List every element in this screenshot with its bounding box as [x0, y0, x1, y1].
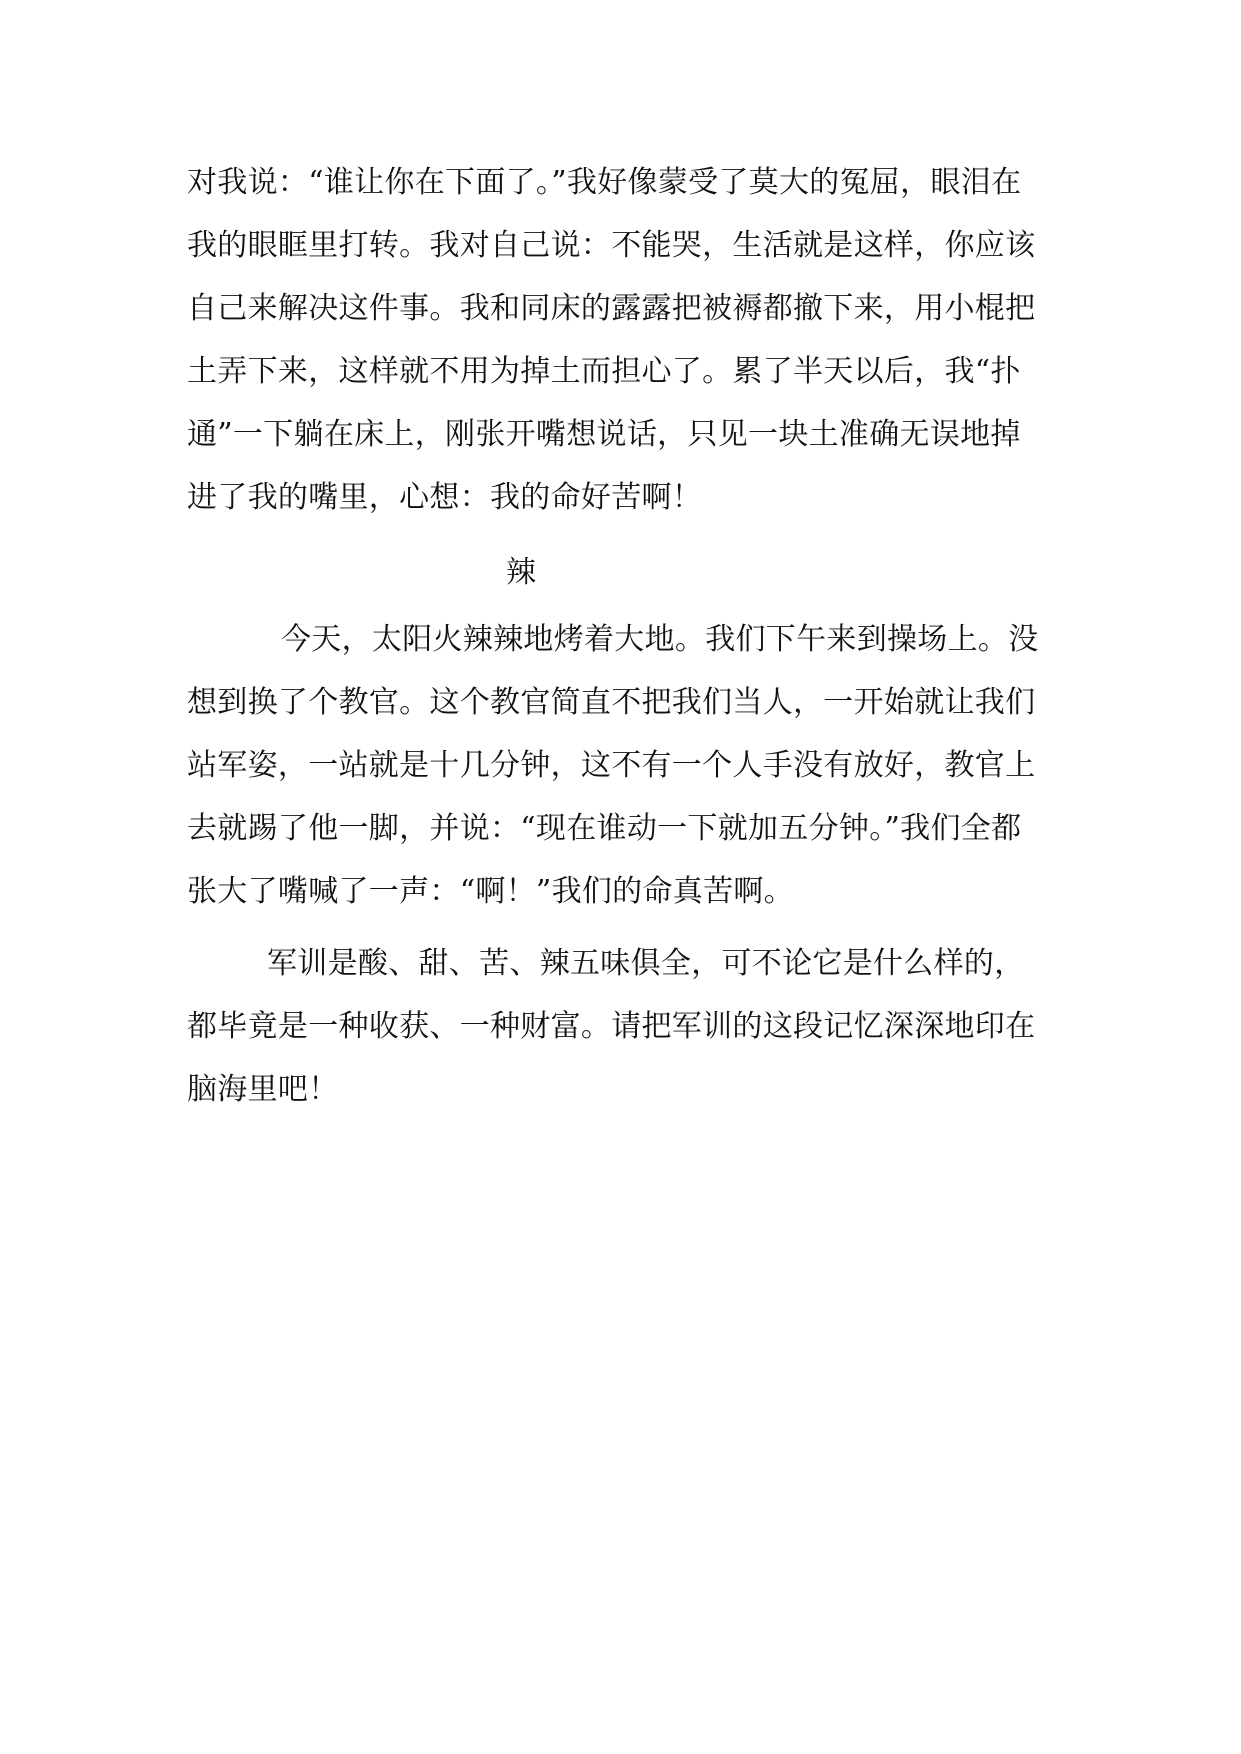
- paragraph-2-line-4: 去就踢了他一脚，并说：“现在谁动一下就加五分钟。”我们全都: [187, 811, 1022, 846]
- paragraph-1-line-5: 通”一下躺在床上，刚张开嘴想说话，只见一块土准确无误地掉: [187, 417, 1021, 452]
- paragraph-2-line-2: 想到换了个教官。这个教官简直不把我们当人，一开始就让我们: [187, 685, 1036, 720]
- paragraph-1-line-4: 土弄下来，这样就不用为掉土而担心了。累了半天以后，我“扑: [187, 354, 1021, 389]
- paragraph-1-line-3: 自己来解决这件事。我和同床的露露把被褥都撤下来，用小棍把: [187, 291, 1036, 326]
- paragraph-3-line-1: 军训是酸、甜、苦、辣五味俱全，可不论它是什么样的，: [267, 946, 1025, 981]
- paragraph-1-line-2: 我的眼眶里打转。我对自己说：不能哭，生活就是这样，你应该: [187, 228, 1036, 263]
- paragraph-3-line-3: 脑海里吧！: [187, 1072, 339, 1107]
- paragraph-1-line-1: 对我说：“谁让你在下面了。”我好像蒙受了莫大的冤屈，眼泪在: [187, 165, 1022, 200]
- paragraph-1-line-6: 进了我的嘴里，心想：我的命好苦啊！: [187, 480, 703, 515]
- paragraph-2-line-3: 站军姿，一站就是十几分钟，这不有一个人手没有放好，教官上: [187, 748, 1036, 783]
- section-title: 辣: [506, 555, 536, 590]
- paragraph-2-line-5: 张大了嘴喊了一声：“啊！”我们的命真苦啊。: [187, 874, 794, 909]
- paragraph-3-line-2: 都毕竟是一种收获、一种财富。请把军训的这段记忆深深地印在: [187, 1009, 1036, 1044]
- paragraph-2-line-1: 今天，太阳火辣辣地烤着大地。我们下午来到操场上。没: [281, 622, 1039, 657]
